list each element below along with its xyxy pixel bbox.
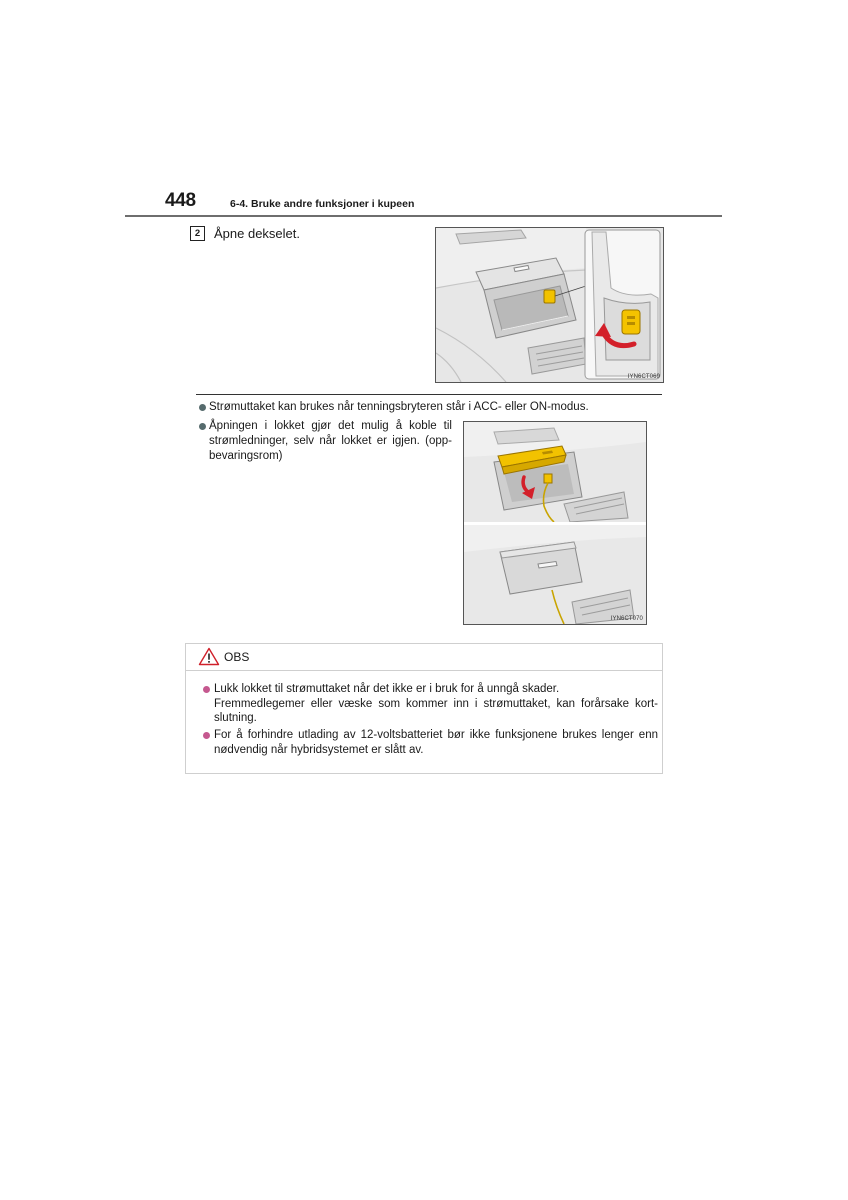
note-text: Strømuttaket kan brukes når tenningsbryteren står i ACC- eller ON-modus. xyxy=(209,401,589,413)
caution-title: OBS xyxy=(224,650,250,664)
bullet-icon xyxy=(199,423,206,430)
header-rule xyxy=(125,215,722,217)
bullet-icon xyxy=(199,404,206,411)
caution-text: Lukk lokket til strømuttaket når det ikke er i bruk for å unngå skader. xyxy=(214,683,560,695)
note-text: strømledninger, selv når lokket er igjen. (opp- xyxy=(209,435,452,447)
notes-rule xyxy=(196,394,662,395)
warning-triangle-icon xyxy=(198,647,220,666)
caution-item xyxy=(201,728,658,757)
figure-open-cover xyxy=(435,227,664,383)
section-title: 6-4. Bruke andre funksjoner i kupeen xyxy=(230,198,415,210)
note-text: Åpningen i lokket gjør det mulig å koble til xyxy=(209,420,452,432)
cable-illustration xyxy=(464,422,646,624)
figure-cable-through-lid xyxy=(463,421,647,625)
bullet-icon xyxy=(203,732,210,739)
caution-header xyxy=(186,644,662,671)
outlet-cover-zoom xyxy=(622,310,640,334)
note-item xyxy=(197,419,452,464)
step-text: Åpne dekselet. xyxy=(214,226,301,241)
note-item xyxy=(197,400,663,415)
panel-lid-closed xyxy=(464,525,646,624)
figure-code: IYN6CT070 xyxy=(610,616,643,622)
panel-lid-open xyxy=(464,422,646,522)
note-text: bevaringsrom) xyxy=(209,450,283,462)
caution-text: Fremmedlegemer eller væske som kommer inn i strømuttaket, kan forårsake kort- xyxy=(214,697,658,710)
figure-code: IYN6CT069 xyxy=(627,374,660,380)
caution-item xyxy=(201,682,658,726)
page-number: 448 xyxy=(165,190,196,211)
caution-text: For å forhindre utlading av 12-voltsbatteriet bør ikke funksjonene brukes lenger enn xyxy=(214,729,658,741)
bullet-icon xyxy=(203,686,210,693)
caution-text: slutning. xyxy=(214,712,257,724)
open-cover-illustration xyxy=(436,228,663,382)
power-outlet xyxy=(544,474,552,483)
step-number-badge: 2 xyxy=(190,226,205,241)
zoom-inset xyxy=(585,230,660,379)
caution-text: nødvendig når hybridsystemet er slått av. xyxy=(214,743,424,756)
